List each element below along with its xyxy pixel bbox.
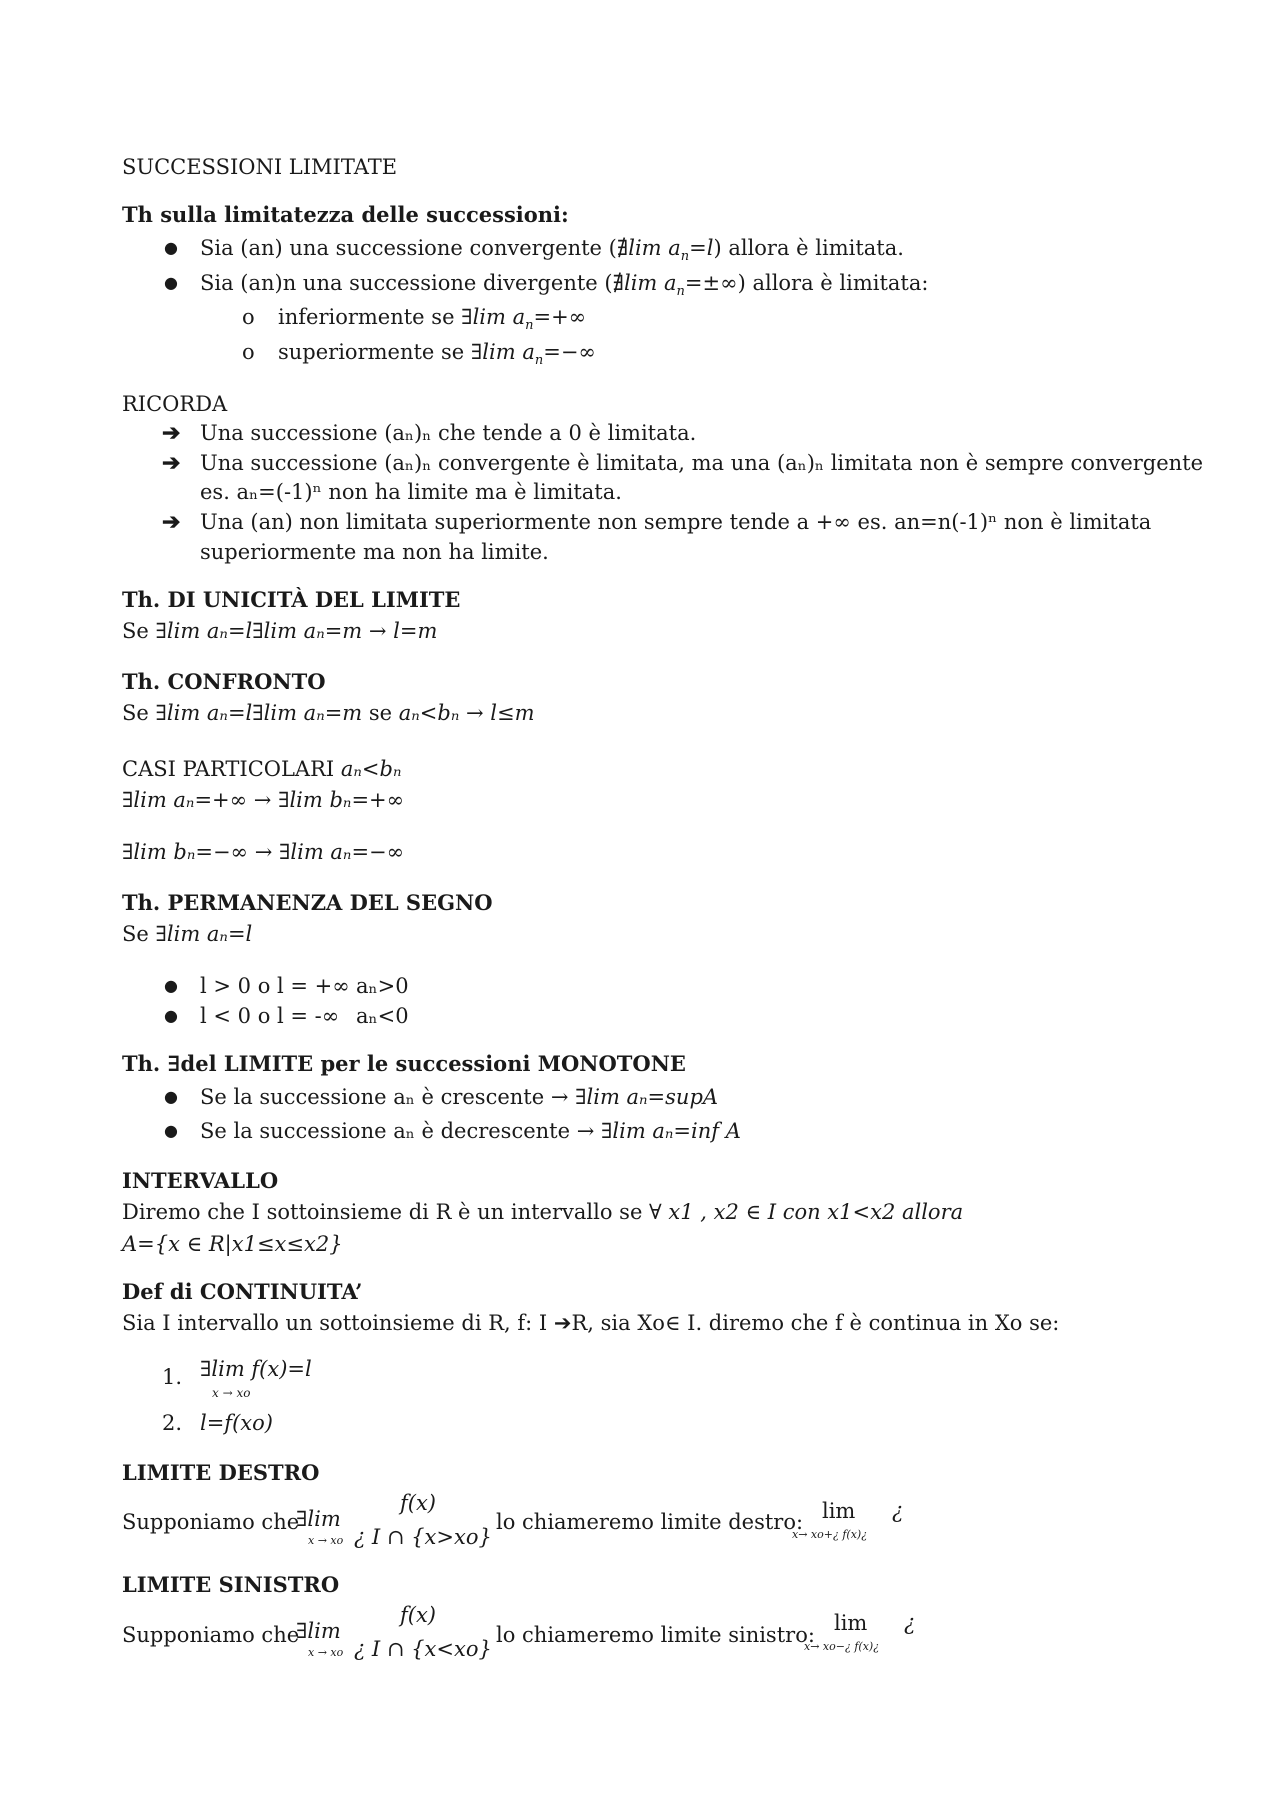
item-text: Se la successione aₙ è crescente	[200, 1085, 551, 1109]
math-expr: =−∞	[543, 340, 596, 364]
math-expr: ∃lim aₙ=l∃lim aₙ=m	[155, 701, 363, 725]
item-text: Se la successione aₙ è decrescente	[200, 1119, 577, 1143]
ricorda-item-2: Una successione (aₙ)ₙ convergente è limitata, ma una (aₙ)ₙ limitata non è sempre convergente	[200, 451, 1204, 475]
limite-destro-lim2: lim	[822, 1499, 856, 1523]
bullet-icon: ●	[164, 238, 178, 257]
bullet-icon: ●	[164, 273, 178, 292]
casi-line-1: ∃lim aₙ=+∞ → ∃lim bₙ=+∞	[122, 788, 405, 812]
item-text: inferiormente se	[278, 305, 462, 329]
permanenza-cond-2: l < 0 o l = -∞	[200, 1004, 340, 1028]
item-text: Sia (an)n una successione divergente (	[200, 271, 613, 295]
continuita-cond-1: ∃lim f(x)=l	[200, 1357, 312, 1381]
permanenza-res-1: aₙ>0	[356, 974, 409, 998]
arrow-right-icon: ➔	[162, 509, 181, 535]
limite-sinistro-heading: LIMITE SINISTRO	[122, 1572, 340, 1597]
limite-destro-mid: lo chiameremo limite destro:	[496, 1510, 804, 1534]
math-expr: ∃lim aₙ=l∃lim aₙ=m → l=m	[155, 619, 438, 643]
confronto-heading: Th. CONFRONTO	[122, 669, 326, 694]
item-text: Se	[122, 922, 156, 946]
limite-sinistro-lim: ∃lim	[296, 1619, 341, 1643]
item-text: superiormente se	[278, 340, 471, 364]
ricorda-item-3: Una (an) non limitata superiormente non sempre tende a +∞ es. an=n(-1)ⁿ non è limitata	[200, 510, 1152, 534]
limite-sinistro-pre: Supponiamo che	[122, 1623, 300, 1647]
ricorda-item-1: Una successione (aₙ)ₙ che tende a 0 è limitata.	[200, 421, 697, 445]
permanenza-cond-1: l > 0 o l = +∞	[200, 974, 350, 998]
permanenza-statement	[122, 921, 252, 947]
math-expr: aₙ<bₙ	[340, 757, 402, 781]
item-text: CASI PARTICOLARI	[122, 757, 341, 781]
math-expr: ∄lim a	[616, 236, 681, 260]
limite-sinistro-mid: lo chiameremo limite sinistro:	[496, 1623, 815, 1647]
math-index: n	[525, 318, 534, 334]
math-expr: ∃lim a	[470, 340, 535, 364]
confronto-statement	[122, 700, 535, 726]
math-expr: ∃lim aₙ=l	[155, 922, 253, 946]
limite-destro-lim2-sub: x→ xo+¿ f(x)¿	[792, 1528, 868, 1541]
math-index: n	[680, 249, 690, 265]
limite-destro-lim: ∃lim	[296, 1507, 341, 1531]
bullet-icon: ●	[164, 976, 178, 995]
limitatezza-item-2	[200, 270, 928, 305]
continuita-statement: Sia I intervallo un sottoinsieme di R, f: I ➔R, sia Xo∈ I. diremo che f è continua in Xo se:	[122, 1311, 1060, 1335]
math-expr: ∀ x1 , x2 ∈ I con x1<x2 allora	[649, 1200, 964, 1224]
th-limitatezza-heading: Th sulla limitatezza delle successioni:	[122, 202, 569, 227]
limite-sinistro-lim2: lim	[834, 1611, 868, 1635]
item-text: ) allora è limitata:	[737, 271, 929, 295]
math-expr: → ∃lim aₙ=inf A	[576, 1119, 741, 1143]
sub-bullet-icon: o	[242, 305, 255, 329]
limite-destro-lim-sub: x → xo	[308, 1534, 344, 1547]
bullet-icon: ●	[164, 1087, 178, 1106]
math-expr: =±∞	[684, 271, 738, 295]
math-expr: aₙ<bₙ → l≤m	[398, 701, 535, 725]
arrow-right-icon: ➔	[162, 450, 181, 476]
limitatezza-subitem-2	[278, 339, 596, 374]
unicita-statement	[122, 618, 437, 644]
casi-line-2: ∃lim bₙ=−∞ → ∃lim aₙ=−∞	[122, 840, 405, 864]
item-text: Se	[122, 619, 156, 643]
item-text: se	[362, 701, 399, 725]
ricorda-item-2-cont: es. aₙ=(-1)ⁿ non ha limite ma è limitata.	[200, 480, 622, 504]
page-title: SUCCESSIONI LIMITATE	[122, 155, 398, 179]
sub-bullet-icon: o	[242, 340, 255, 364]
intervallo-line-1	[122, 1199, 963, 1225]
item-text: ) allora è limitata.	[713, 236, 904, 260]
casi-heading	[122, 756, 401, 782]
limite-sinistro-lim2-sub: x→ xo−¿ f(x)¿	[804, 1640, 880, 1653]
continuita-cond-1-sub: x → xo	[212, 1386, 251, 1400]
continuita-cond-2: l=f(xo)	[200, 1411, 273, 1435]
continuita-heading: Def di CONTINUITA’	[122, 1279, 363, 1304]
unicita-heading: Th. DI UNICITÀ DEL LIMITE	[122, 587, 461, 612]
math-expr: =+∞	[533, 305, 587, 329]
limite-destro-den: ¿ I ∩ {x>xo}	[354, 1525, 492, 1549]
bullet-icon: ●	[164, 1121, 178, 1140]
ricorda-item-3-cont: superiormente ma non ha limite.	[200, 540, 549, 564]
limite-destro-pre: Supponiamo che	[122, 1510, 300, 1534]
monotone-item-1	[200, 1084, 718, 1110]
limite-destro-tail: ¿	[892, 1499, 904, 1523]
permanenza-heading: Th. PERMANENZA DEL SEGNO	[122, 890, 493, 915]
limite-sinistro-lim-sub: x → xo	[308, 1646, 344, 1659]
continuita-num-1: 1.	[162, 1365, 183, 1389]
bullet-icon: ●	[164, 1006, 178, 1025]
continuita-num-2: 2.	[162, 1411, 183, 1435]
limite-sinistro-tail: ¿	[904, 1611, 916, 1635]
limite-sinistro-num: f(x)	[400, 1603, 437, 1627]
math-expr: ∃lim a	[461, 305, 526, 329]
limite-sinistro-den: ¿ I ∩ {x<xo}	[354, 1637, 492, 1661]
limite-destro-num: f(x)	[400, 1491, 437, 1515]
math-index: n	[676, 284, 685, 300]
ricorda-heading: RICORDA	[122, 392, 228, 416]
arrow-right-icon: ➔	[162, 420, 181, 446]
math-expr: → ∃lim aₙ=supA	[550, 1085, 719, 1109]
math-expr: ∄lim a	[612, 271, 677, 295]
math-expr: =l	[689, 236, 714, 260]
limitatezza-item-1	[200, 235, 904, 270]
permanenza-res-2: aₙ<0	[356, 1004, 409, 1028]
intervallo-line-2: A={x ∈ R|x1≤x≤x2}	[122, 1232, 343, 1256]
monotone-heading: Th. ∃del LIMITE per le successioni MONOTONE	[122, 1051, 686, 1076]
item-text: Se	[122, 701, 156, 725]
item-text: Diremo che I sottoinsieme di R è un intervallo se	[122, 1200, 650, 1224]
intervallo-heading: INTERVALLO	[122, 1168, 279, 1193]
limite-destro-heading: LIMITE DESTRO	[122, 1460, 320, 1485]
monotone-item-2	[200, 1118, 741, 1144]
item-text: Sia (an) una successione convergente (	[200, 236, 617, 260]
math-index: n	[534, 353, 544, 369]
limitatezza-subitem-1	[278, 304, 586, 339]
